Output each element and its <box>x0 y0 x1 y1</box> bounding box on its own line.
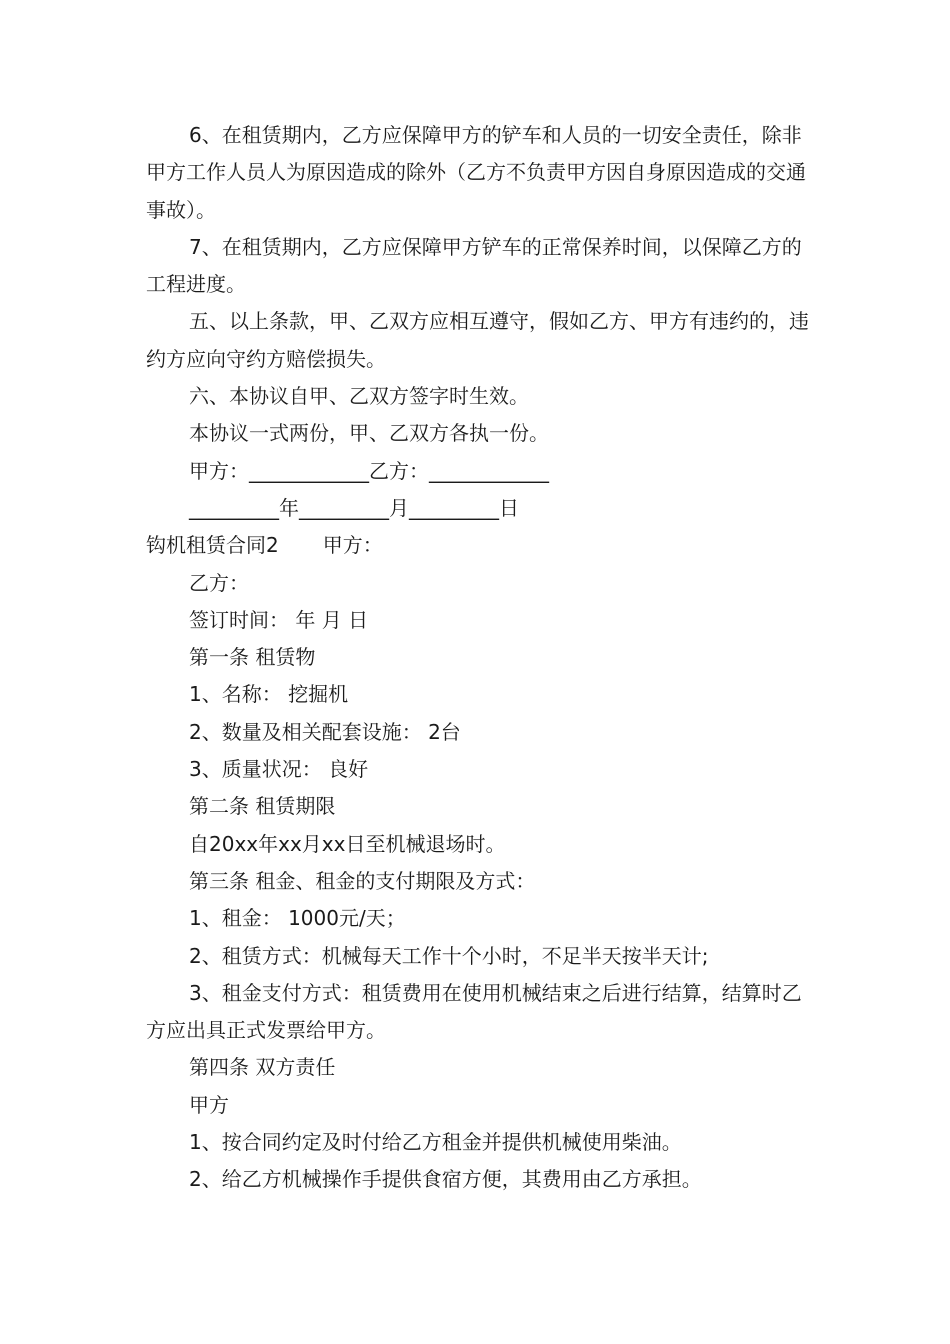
contract-title-row <box>146 527 818 564</box>
lease-method: 2、租赁方式：机械每天工作十个小时，不足半天按半天计; <box>189 943 709 968</box>
item-quality: 3、质量状况： 良好 <box>189 757 369 782</box>
payment-method: 3、租金支付方式：租赁费用在使用机械结束之后进行结算，结算时乙方应出具正式发票给甲方。 <box>146 980 802 1043</box>
clause-six: 六、本协议自甲、乙双方签字时生效。 <box>189 384 529 409</box>
clause-7: 7、在租赁期内，乙方应保障甲方铲车的正常保养时间，以保障乙方的工程进度。 <box>146 234 802 297</box>
clause-five: 五、以上条款，甲、乙双方应相互遵守，假如乙方、甲方有违约的，违约方应向守约方赔偿损失。 <box>146 309 809 371</box>
rent-amount: 1、租金： 1000元/天； <box>189 906 406 931</box>
copies-statement: 本协议一式两份，甲、乙双方各执一份。 <box>189 421 549 446</box>
clause-6: 6、在租赁期内，乙方应保障甲方的铲车和人员的一切安全责任，除非甲方工作人员人为原因造成的除外（乙方不负责甲方因自身原因造成的交通事故）。 <box>146 123 806 222</box>
party-a-heading: 甲方 <box>189 1092 229 1117</box>
lease-period: 自20xx年xx月xx日至机械退场时。 <box>189 831 506 856</box>
party-b-label: 乙方： <box>189 570 249 595</box>
contract-title: 钩机租赁合同2 <box>146 533 279 558</box>
signature-line: 甲方：____________乙方：____________ <box>189 458 549 483</box>
article-1-heading: 第一条 租赁物 <box>189 645 316 670</box>
article-2-heading: 第二条 租赁期限 <box>189 794 336 819</box>
document-page <box>146 117 818 1199</box>
article-4-heading: 第四条 双方责任 <box>189 1055 336 1080</box>
party-a-label: 甲方： <box>322 533 383 558</box>
date-line: _________年_________月_________日 <box>189 495 519 520</box>
item-name: 1、名称： 挖掘机 <box>189 682 349 707</box>
party-a-duty-2: 2、给乙方机械操作手提供食宿方便，其费用由乙方承担。 <box>189 1167 702 1192</box>
party-a-duty-1: 1、按合同约定及时付给乙方租金并提供机械使用柴油。 <box>189 1130 682 1155</box>
signing-date: 签订时间： 年 月 日 <box>189 607 369 632</box>
item-quantity: 2、数量及相关配套设施： 2台 <box>189 719 461 744</box>
article-3-heading: 第三条 租金、租金的支付期限及方式： <box>189 868 536 893</box>
